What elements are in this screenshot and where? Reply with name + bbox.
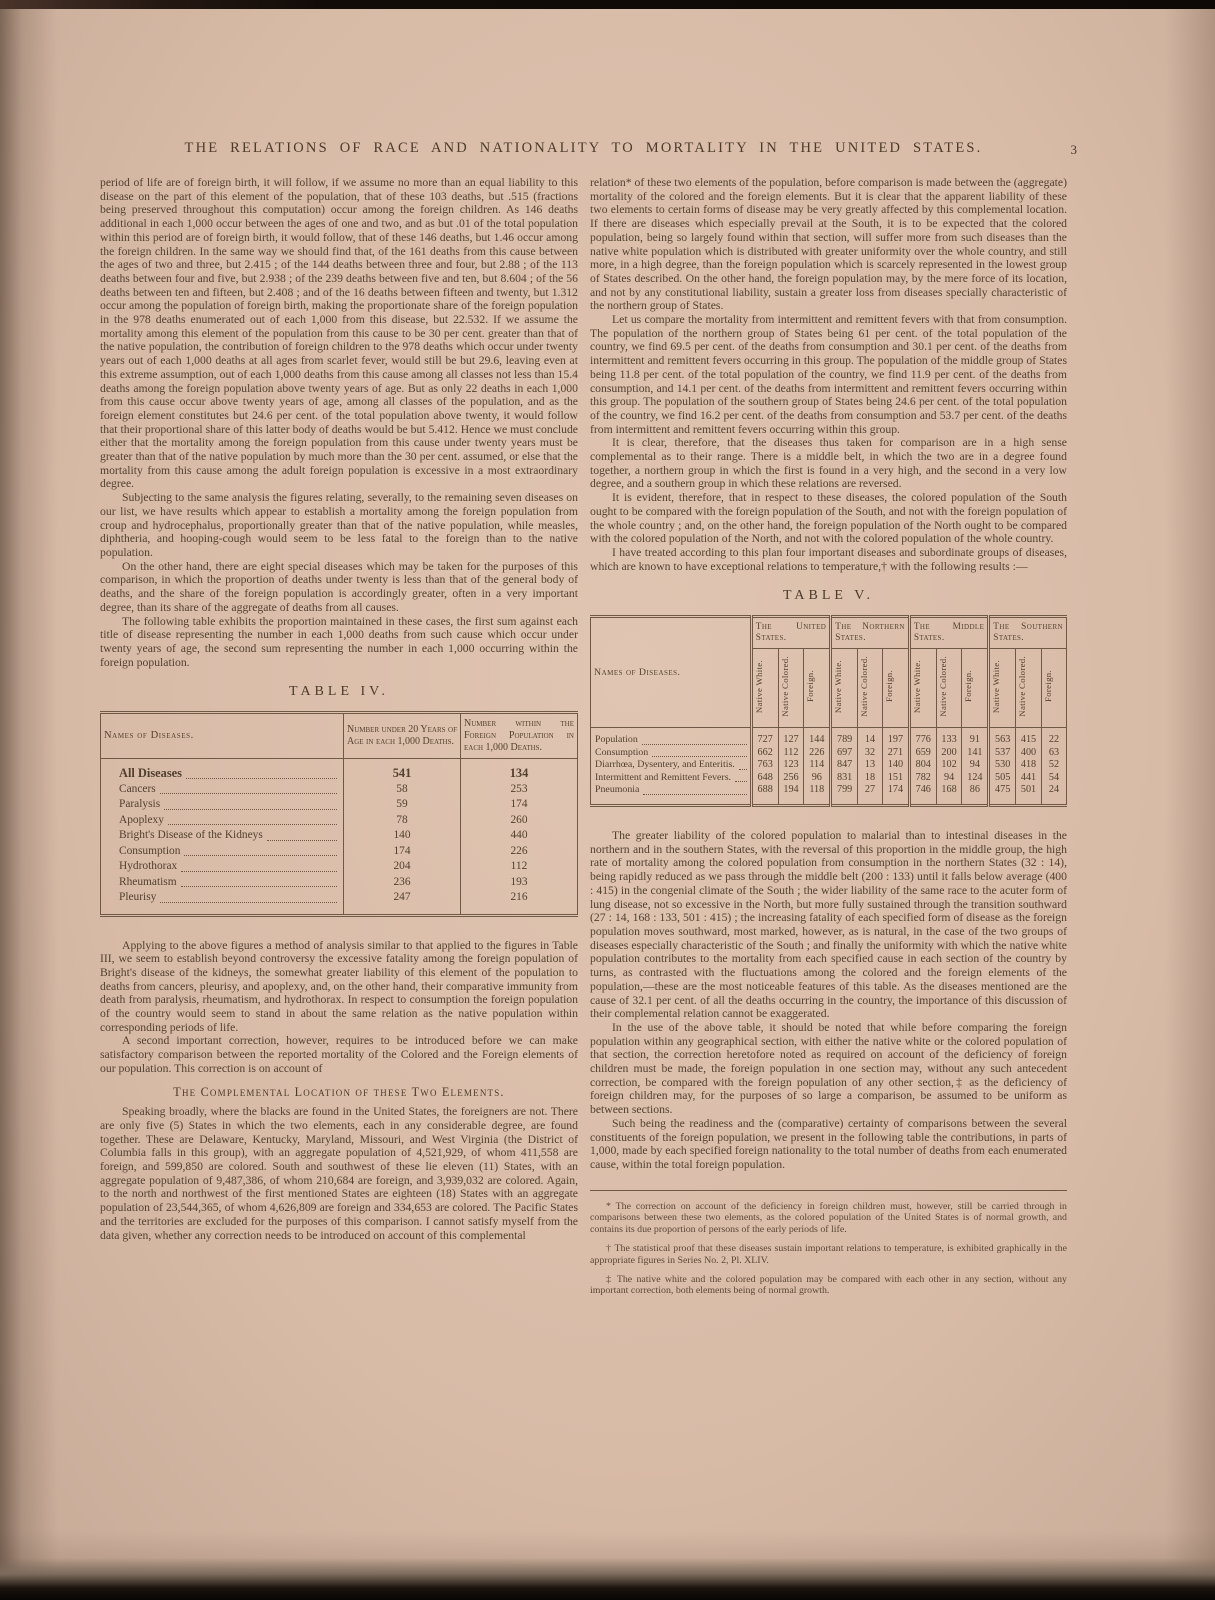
paragraph: On the other hand, there are eight special diseases which may be taken for the purposes of this comparison, in which the proportion of deaths under twenty is less than that of the general body of deaths, and the share of the foreign population is accordingly greater, often in a very important degree, than its share of the aggregate of deaths from all causes. xyxy=(100,559,578,614)
disease-name: Apoplexy xyxy=(119,813,164,826)
value-cell: 216 xyxy=(461,890,578,915)
column-header-names: Names of Diseases. xyxy=(591,617,752,728)
table-row xyxy=(591,747,1067,760)
subheader-native-white: Native White. xyxy=(831,649,858,728)
subheader-native-white: Native White. xyxy=(989,649,1016,728)
table-group-header-row xyxy=(591,617,1067,649)
value-cell: 659 xyxy=(909,747,936,760)
table-iv-caption: TABLE IV. xyxy=(289,684,389,700)
value-cell: 193 xyxy=(461,875,578,891)
value-cell: 124 xyxy=(962,772,989,785)
value-cell: 174 xyxy=(883,784,910,805)
value-cell: 174 xyxy=(461,797,578,813)
value-cell: 32 xyxy=(858,747,883,760)
dot-leader xyxy=(186,778,337,779)
value-cell: 96 xyxy=(804,772,831,785)
value-cell: 114 xyxy=(804,759,831,772)
value-cell: 501 xyxy=(1016,784,1042,805)
value-cell: 418 xyxy=(1016,759,1042,772)
table-v-body xyxy=(591,728,1067,806)
table-v xyxy=(590,615,1067,807)
value-cell: 260 xyxy=(461,813,578,829)
value-cell: 140 xyxy=(344,828,461,844)
disease-name: Population xyxy=(595,734,638,746)
value-cell: 58 xyxy=(344,782,461,798)
disease-name-cell xyxy=(101,797,344,813)
footnote: † The statistical proof that these diseases sustain important relations to temperature, is exhibited graphically in the appropriate figures in Series No. 2, Pl. XLIV. xyxy=(590,1243,1067,1266)
footnote: * The correction on account of the deficiency in foreign children must, however, still be carried through in comparisons between these two elements, as the colored population of the United States is of normal growth, and contains its due proportion of persons of the early periods of life. xyxy=(590,1200,1067,1236)
value-cell: 54 xyxy=(1041,772,1066,785)
value-cell: 831 xyxy=(831,772,858,785)
value-cell: 253 xyxy=(461,782,578,798)
value-cell: 776 xyxy=(909,728,936,747)
dot-leader xyxy=(160,793,337,794)
paragraph: Applying to the above figures a method of analysis similar to that applied to the figures in Table III, we seem to establish beyond controversy the excessive fatality among the foreign population of Bright's disease of the kidneys, the somewhat greater liability of this element of the population to deaths from cancers, pleurisy, and apoplexy, and, on the other hand, their comparative immunity from death from paralysis, rheumatism, and hydrothorax. In respect to consumption the foreign population of the country would seem to stand in about the same relation as the native population within corresponding periods of life. xyxy=(100,938,578,1034)
disease-name: Hydrothorax xyxy=(119,860,178,873)
disease-name: Cancers xyxy=(119,782,156,795)
left-column xyxy=(100,176,578,1242)
disease-name: Consumption xyxy=(119,844,181,857)
dot-leader xyxy=(168,824,337,825)
paragraph: Let us compare the mortality from intermittent and remittent fevers with that from consumption. The population of the northern group of States being 61 per cent. of the total population of the country, we find 69.5 per cent. of the deaths from consumption and 30.1 per cent. of the deaths from intermittent and remittent fevers occurring in this group. The population of the middle group of States being 11.8 per cent. of the total population of the country, we find 11.9 per cent. of the deaths from consumption, and 14.1 per cent. of the deaths from intermittent and remittent fevers occurring within this group. The population of the southern group of States being 24.6 per cent. of the total population of the country, we find 16.2 per cent. of the deaths from consumption and 53.7 per cent. of the deaths from intermittent and remittent fevers occurring within this group. xyxy=(590,313,1067,436)
dot-leader xyxy=(184,855,337,856)
table-row xyxy=(591,728,1067,747)
value-cell: 247 xyxy=(344,890,461,915)
running-title: THE RELATIONS OF RACE AND NATIONALITY TO MORTALITY IN THE UNITED STATES. xyxy=(184,140,983,156)
table-row xyxy=(101,875,578,891)
group-header-united-states: The United States. xyxy=(751,617,830,649)
value-cell: 14 xyxy=(858,728,883,747)
table-row xyxy=(101,890,578,915)
value-cell: 746 xyxy=(909,784,936,805)
table-row xyxy=(101,813,578,829)
disease-name-cell xyxy=(101,813,344,829)
value-cell: 151 xyxy=(883,772,910,785)
dot-leader xyxy=(643,794,746,795)
value-cell: 541 xyxy=(344,759,461,782)
value-cell: 537 xyxy=(989,747,1016,760)
value-cell: 91 xyxy=(962,728,989,747)
value-cell: 112 xyxy=(461,859,578,875)
disease-name-cell xyxy=(101,759,344,782)
dot-leader xyxy=(181,886,337,887)
disease-name-cell xyxy=(591,728,752,747)
value-cell: 94 xyxy=(962,759,989,772)
right-column xyxy=(590,176,1067,1304)
table-iv-body xyxy=(101,759,578,916)
page-header xyxy=(100,140,1077,162)
paragraph: Such being the readiness and the (comparative) certainty of comparisons between the several constituents of the foreign population, we present in the following table the contributions, in parts of 1,000, made by each specified foreign nationality to the total number of deaths from each enumerated cause, within the total foreign population. xyxy=(590,1116,1067,1171)
value-cell: 144 xyxy=(804,728,831,747)
photo-edge-top xyxy=(0,0,1215,9)
group-header-middle-states: The Middle States. xyxy=(909,617,988,649)
value-cell: 440 xyxy=(461,828,578,844)
disease-name-cell xyxy=(101,828,344,844)
value-cell: 200 xyxy=(936,747,962,760)
dot-leader xyxy=(267,840,337,841)
value-cell: 140 xyxy=(883,759,910,772)
value-cell: 194 xyxy=(778,784,804,805)
paragraph: period of life are of foreign birth, it will follow, if we assume no more than an equal liability to this disease on the part of this element of the population, that of these 103 deaths, but .515 (fractions being preserved throughout this computation) occur among the foreign children. As 146 deaths additional in each 1,000 occur between the ages of one and two, and as but .01 of the total population within this period are of foreign birth, it would follow, that of these 146 deaths, but 1.46 occur among the foreign children. In the same way we should find that, of the 161 deaths from this cause between the ages of two and three, but 2.415 ; of the 144 deaths between three and four, but 2.88 ; of the 113 deaths between four and five, but 2.938 ; of the 239 deaths between five and ten, but 8.604 ; of the 56 deaths between ten and fifteen, but 2.408 ; and of the 16 deaths between fifteen and twenty, but 1.312 occur among the population of foreign birth, making the proportionate share of the foreign population in the 978 deaths enumerated out of each 1,000 from this disease, but 22.532. If we assume the mortality among this element of the population from this cause to be 30 per cent. greater than that of the native population, the contribution of foreign children to the 978 deaths which occur under twenty years out of each 1,000 deaths at all ages from scarlet fever, would still be but 29.6, leaving even at this extreme assumption, out of each 1,000 deaths from this cause among all classes not less than 15.4 deaths among the foreign population above twenty years of age. But as only 22 deaths in each 1,000 from this cause occur above twenty years of age, among all classes of the population, and as the foreign element constitutes but 24.6 per cent. of the total population above twenty, it would follow that their proportional share of this latter body of deaths would be but 5.412. Hence we must conclude either that the mortality among the foreign population from this cause under twenty years must be greater than that of the native population by much more than the 30 per cent. assumed, or else that the mortality from this cause among the adult foreign population is excessive in a most extraordinary degree. xyxy=(100,176,578,491)
subheader-native-colored: Native Colored. xyxy=(1016,649,1042,728)
subheader-native-colored: Native Colored. xyxy=(858,649,883,728)
paragraph: I have treated according to this plan four important diseases and subordinate groups of diseases, which are known to have exceptional relations to temperature,† with the following results :— xyxy=(590,545,1067,573)
value-cell: 530 xyxy=(989,759,1016,772)
disease-name-cell xyxy=(101,890,344,915)
column-header-under20: Number under 20 Years of Age in each 1,000 Deaths. xyxy=(344,713,461,759)
disease-name: Intermittent and Remittent Fevers. xyxy=(595,771,732,783)
value-cell: 799 xyxy=(831,784,858,805)
subheader-native-colored: Native Colored. xyxy=(778,649,804,728)
table-row xyxy=(101,797,578,813)
subheader-native-colored: Native Colored. xyxy=(936,649,962,728)
value-cell: 415 xyxy=(1016,728,1042,747)
value-cell: 94 xyxy=(936,772,962,785)
value-cell: 475 xyxy=(989,784,1016,805)
disease-name: Pneumonia xyxy=(595,784,640,796)
disease-name-cell xyxy=(591,784,752,805)
subheader-foreign: Foreign. xyxy=(962,649,989,728)
value-cell: 271 xyxy=(883,747,910,760)
value-cell: 112 xyxy=(778,747,804,760)
table-row xyxy=(101,844,578,860)
table-iv xyxy=(100,711,578,917)
group-header-northern-states: The Northern States. xyxy=(831,617,910,649)
footnote-rule xyxy=(590,1190,1067,1191)
group-header-southern-states: The Southern States. xyxy=(989,617,1067,649)
value-cell: 18 xyxy=(858,772,883,785)
paragraph: The greater liability of the colored population to malarial than to intestinal diseases in the northern and in the southern States, with the reversal of this proportion in the middle group, the high rate of mortality among the colored population from consumption in the northern States (32 : 14), being rapidly reduced as we pass through the middle belt (200 : 133) until it falls below average (400 : 415) in the congenial climate of the South ; the wider liability of the same race to the acuter form of lung disease, not so excessive in the North, but more fully sustained through the transition southward (27 : 14, 168 : 133, 501 : 415) ; the increasing fatality of each specified form of disease as the foreign population moves southward, most marked, however, as is natural, in the case of the two groups of diseases especially characteristic of the South ; and finally the uniformity with which the native white population contributes to the mortality from each specified cause in each section of the country by turns, as contrasted with the fluctuations among the colored and the foreign elements of the population,—these are the most noticeable features of this table. As the diseases mentioned are the cause of 32.1 per cent. of all the deaths occurring in the country, the importance of this discussion of their complemental relation cannot be exaggerated. xyxy=(590,829,1067,1021)
subheader-foreign: Foreign. xyxy=(804,649,831,728)
value-cell: 226 xyxy=(804,747,831,760)
value-cell: 789 xyxy=(831,728,858,747)
disease-name: All Diseases xyxy=(119,766,182,781)
table-row xyxy=(101,782,578,798)
value-cell: 505 xyxy=(989,772,1016,785)
subheader-foreign: Foreign. xyxy=(1041,649,1066,728)
section-subheading: The Complemental Location of these Two Elements. xyxy=(173,1084,505,1099)
value-cell: 123 xyxy=(778,759,804,772)
paragraph: relation* of these two elements of the population, before comparison is made between the (aggregate) mortality of the colored and the foreign elements. But it is clear that the apparent liability of these two elements to certain forms of disease may be very greatly affected by this complemental location. If there are diseases which especially prevail at the South, it is to be expected that the colored population, being so largely found within that section, will suffer more from such diseases than the native white population which is distributed with greater uniformity over the whole country, and still more, in a high degree, than the foreign population which is scarcely represented in the lowest group of States described. On the other hand, the foreign population may, by the mere force of its location, and not by any constitutional liability, sustain a greater loss from diseases specially characteristic of the northern group of States. xyxy=(590,176,1067,313)
value-cell: 662 xyxy=(751,747,778,760)
disease-name: Paralysis xyxy=(119,798,161,811)
value-cell: 133 xyxy=(936,728,962,747)
value-cell: 256 xyxy=(778,772,804,785)
value-cell: 782 xyxy=(909,772,936,785)
dot-leader xyxy=(735,781,747,782)
value-cell: 226 xyxy=(461,844,578,860)
value-cell: 86 xyxy=(962,784,989,805)
subheader-foreign: Foreign. xyxy=(883,649,910,728)
value-cell: 102 xyxy=(936,759,962,772)
table-v-caption: TABLE V. xyxy=(782,588,875,604)
value-cell: 118 xyxy=(804,784,831,805)
paragraph: Subjecting to the same analysis the figures relating, severally, to the remaining seven diseases on our list, we have results which appear to establish a mortality among the foreign population from croup and hydrocephalus, proportionally greater than that of the native population, while measles, diphtheria, and hooping-cough would seem to be less fatal to the foreign than to the native population. xyxy=(100,491,578,559)
value-cell: 127 xyxy=(778,728,804,747)
value-cell: 168 xyxy=(936,784,962,805)
table-row xyxy=(591,784,1067,805)
page-number: 3 xyxy=(1070,142,1077,157)
dot-leader xyxy=(739,769,747,770)
subheader-native-white: Native White. xyxy=(751,649,778,728)
value-cell: 78 xyxy=(344,813,461,829)
value-cell: 441 xyxy=(1016,772,1042,785)
table-header-row xyxy=(101,713,578,759)
value-cell: 847 xyxy=(831,759,858,772)
paragraph: A second important correction, however, requires to be introduced before we can make satisfactory comparison between the reported mortality of the Colored and the Foreign elements of our population. This correction is on account of xyxy=(100,1034,578,1075)
value-cell: 804 xyxy=(909,759,936,772)
photo-edge-bottom xyxy=(0,1558,1215,1600)
value-cell: 648 xyxy=(751,772,778,785)
disease-name-cell xyxy=(591,759,752,772)
dot-leader xyxy=(642,744,747,745)
value-cell: 236 xyxy=(344,875,461,891)
value-cell: 727 xyxy=(751,728,778,747)
dot-leader xyxy=(164,809,337,810)
value-cell: 52 xyxy=(1041,759,1066,772)
paragraph: Speaking broadly, where the blacks are found in the United States, the foreigners are not. There are only five (5) States in which the two elements, each in any considerable degree, are found together. These are Delaware, Kentucky, Maryland, Missouri, and West Virginia (the District of Columbia falls in this group), with an aggregate population of 4,521,929, of whom 411,558 are foreign, and 599,850 are colored. South and southwest of these lie eleven (11) States, with an aggregate population of 9,487,386, of whom 210,684 are foreign, and 3,939,032 are colored. Again, to the north and northwest of the first mentioned States are eighteen (18) States with an aggregate population of 23,544,365, of whom 4,626,809 are foreign and 334,653 are colored. The Pacific States and the territories are excluded for the purposes of this comparison. I cannot satisfy myself from the data given, whether any correction needs to be introduced on account of this complemental xyxy=(100,1105,578,1242)
value-cell: 13 xyxy=(858,759,883,772)
value-cell: 697 xyxy=(831,747,858,760)
value-cell: 63 xyxy=(1041,747,1066,760)
disease-name-cell xyxy=(101,782,344,798)
dot-leader xyxy=(181,871,337,872)
disease-name-cell xyxy=(101,859,344,875)
paragraph: The following table exhibits the proportion maintained in these cases, the first sum against each title of disease representing the number in each 1,000 deaths from such cause which occur under twenty years of age, the second sum representing the number in each 1,000 occurring within the foreign population. xyxy=(100,614,578,669)
table-row xyxy=(101,859,578,875)
value-cell: 134 xyxy=(461,759,578,782)
disease-name-cell xyxy=(101,844,344,860)
column-header-names: Names of Diseases. xyxy=(101,713,344,759)
footnotes xyxy=(590,1201,1067,1298)
value-cell: 400 xyxy=(1016,747,1042,760)
disease-name: Pleurisy xyxy=(119,891,157,904)
table-row xyxy=(101,828,578,844)
value-cell: 204 xyxy=(344,859,461,875)
table-row xyxy=(591,759,1067,772)
value-cell: 59 xyxy=(344,797,461,813)
value-cell: 27 xyxy=(858,784,883,805)
value-cell: 197 xyxy=(883,728,910,747)
disease-name-cell xyxy=(101,875,344,891)
disease-name: Bright's Disease of the Kidneys xyxy=(119,829,263,842)
column-header-foreign: Number within the Foreign Population in each 1,000 Deaths. xyxy=(461,713,578,759)
disease-name: Consumption xyxy=(595,746,649,758)
value-cell: 174 xyxy=(344,844,461,860)
disease-name-cell xyxy=(591,772,752,785)
paragraph: It is evident, therefore, that in respect to these diseases, the colored population of the South ought to be compared with the foreign population of the South, and not with the foreign population of the whole country ; and, on the other hand, the foreign population of the North ought to be compared with the colored population of the North, and not with the colored population of the whole country. xyxy=(590,491,1067,546)
table-row xyxy=(591,772,1067,785)
disease-name: Rheumatism xyxy=(119,875,177,888)
disease-name-cell xyxy=(591,747,752,760)
disease-name: Diarrhœa, Dysentery, and Enteritis. xyxy=(595,759,735,771)
footnote: ‡ The native white and the colored population may be compared with each other in any section, without any important correction, both elements being of normal growth. xyxy=(590,1273,1067,1297)
dot-leader xyxy=(652,756,747,757)
paragraph: It is clear, therefore, that the diseases thus taken for comparison are in a high sense complemental as to their range. There is a middle belt, in which the two are in a degree found together, a northern group in which the first is found in a very high, and the second in a very low degree, and a southern group in which these relations are reversed. xyxy=(590,436,1067,491)
value-cell: 24 xyxy=(1041,784,1066,805)
dot-leader xyxy=(160,902,337,903)
table-row xyxy=(101,759,578,782)
value-cell: 22 xyxy=(1041,728,1066,747)
value-cell: 763 xyxy=(751,759,778,772)
paragraph: In the use of the above table, it should be noted that while before comparing the foreign population within any geographical section, with either the native white or the colored population of that section, the correction heretofore noted as required on account of the deficiency of foreign children must be made, the foreign population in one section may, without any such antecedent correction, be compared with the foreign population of any other section,‡ as the deficiency of foreign children may, for the purposes of so large a comparison, be assumed to be uniform as between sections. xyxy=(590,1020,1067,1117)
value-cell: 688 xyxy=(751,784,778,805)
value-cell: 563 xyxy=(989,728,1016,747)
subheader-native-white: Native White. xyxy=(909,649,936,728)
value-cell: 141 xyxy=(962,747,989,760)
